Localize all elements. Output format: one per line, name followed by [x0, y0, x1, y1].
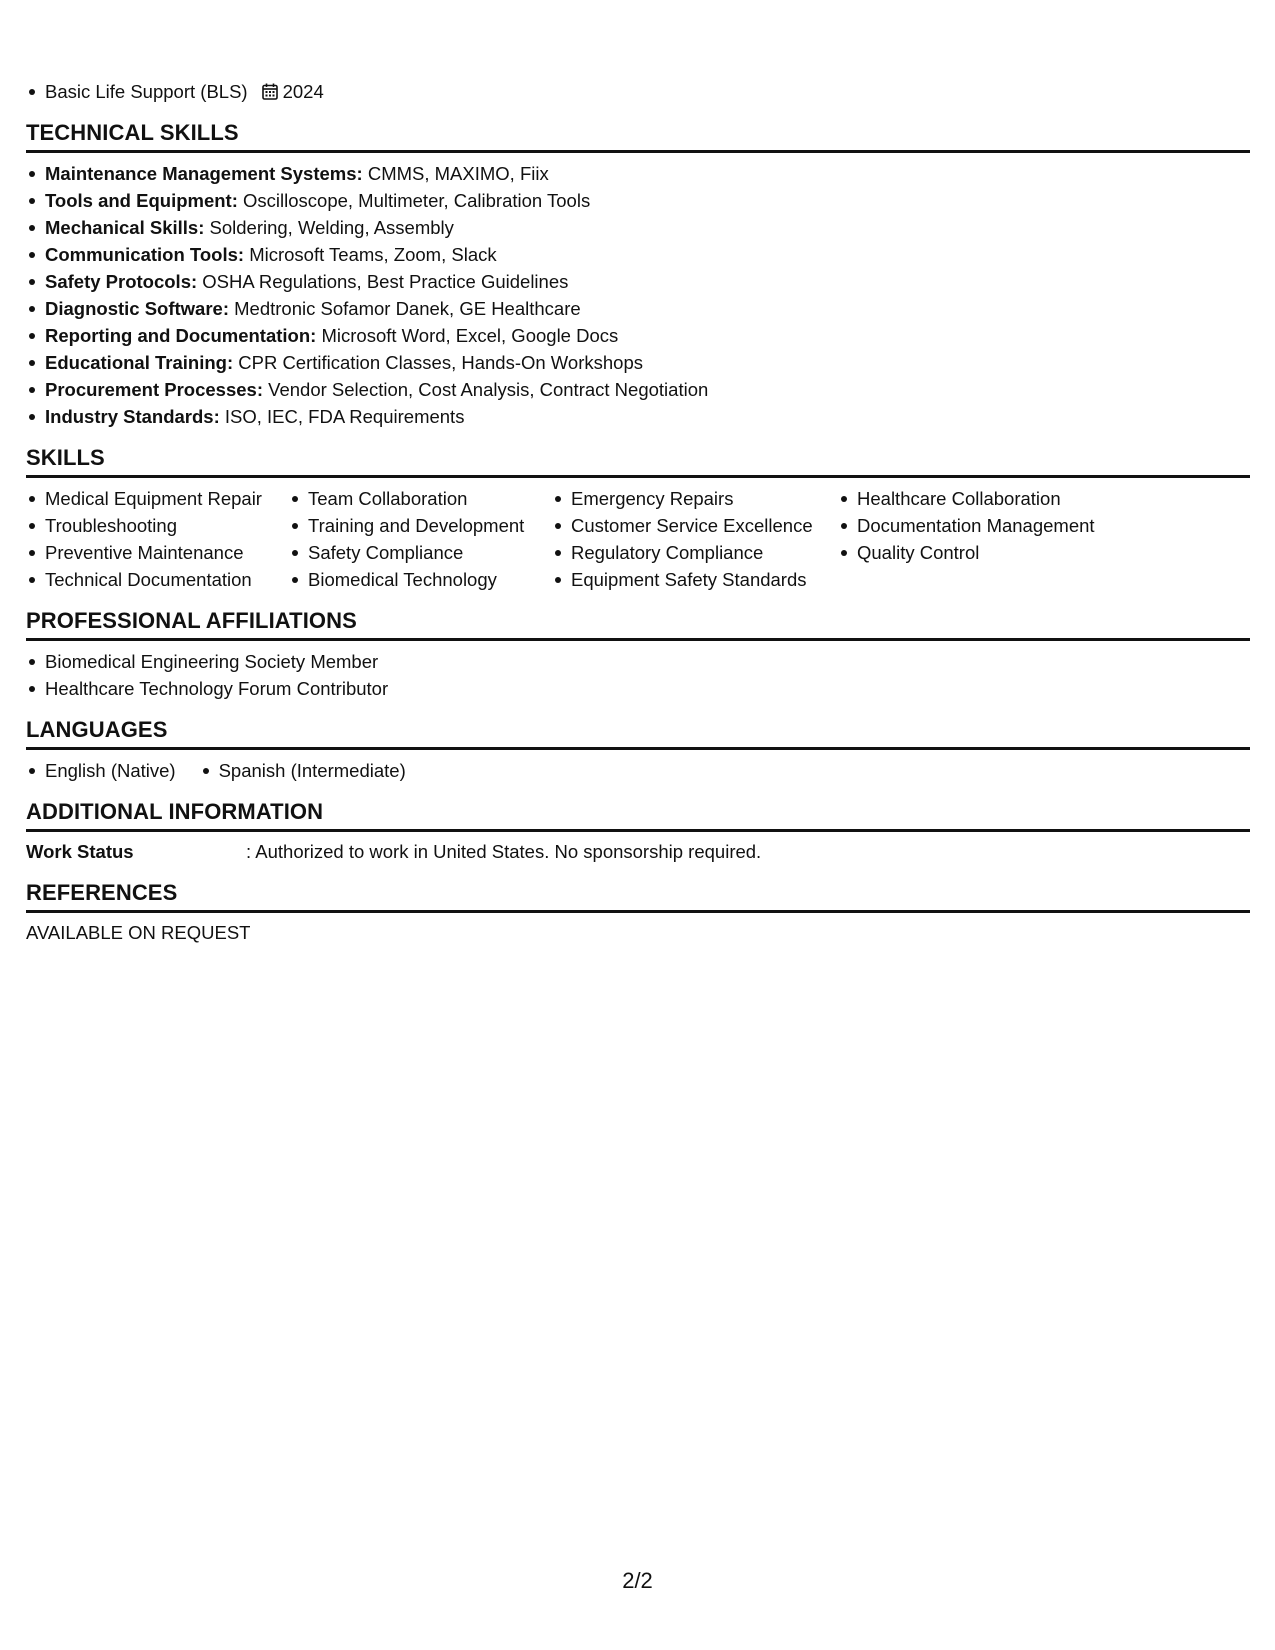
technical-skill-item	[45, 349, 1250, 376]
page-number: 2/2	[622, 1568, 653, 1593]
language-item: English (Native)	[45, 757, 176, 784]
skills-column	[45, 485, 308, 593]
certifications-list	[26, 78, 1250, 105]
technical-skill-item	[45, 322, 1250, 349]
additional-info-section	[26, 799, 1250, 865]
languages-heading: LANGUAGES	[26, 717, 1250, 750]
work-status-value: : Authorized to work in United States. No sponsorship required.	[246, 841, 762, 862]
technical-skill-value: Medtronic Sofamor Danek, GE Healthcare	[234, 298, 581, 319]
certification-item	[45, 78, 1250, 105]
languages-section	[26, 717, 1250, 784]
technical-skill-label: Industry Standards:	[45, 406, 220, 427]
skill-item: Preventive Maintenance	[45, 539, 308, 566]
technical-skill-item	[45, 241, 1250, 268]
skills-grid	[26, 485, 1250, 593]
technical-skills-list	[26, 160, 1250, 430]
affiliations-heading: PROFESSIONAL AFFILIATIONS	[26, 608, 1250, 641]
skills-column	[571, 485, 857, 593]
skill-item: Customer Service Excellence	[571, 512, 857, 539]
technical-skill-value: Microsoft Word, Excel, Google Docs	[321, 325, 619, 346]
technical-skills-section	[26, 120, 1250, 430]
technical-skill-label: Tools and Equipment:	[45, 190, 238, 211]
skill-item: Biomedical Technology	[308, 566, 571, 593]
technical-skill-item	[45, 376, 1250, 403]
affiliations-section	[26, 608, 1250, 702]
languages-list	[26, 757, 1250, 784]
skill-item: Technical Documentation	[45, 566, 308, 593]
technical-skill-value: CPR Certification Classes, Hands-On Workshops	[238, 352, 643, 373]
skill-item: Team Collaboration	[308, 485, 571, 512]
technical-skill-label: Reporting and Documentation:	[45, 325, 317, 346]
skill-item: Safety Compliance	[308, 539, 571, 566]
technical-skill-label: Procurement Processes:	[45, 379, 263, 400]
technical-skill-item	[45, 187, 1250, 214]
affiliation-item: Biomedical Engineering Society Member	[45, 648, 1250, 675]
technical-skill-value: Microsoft Teams, Zoom, Slack	[249, 244, 497, 265]
skill-item: Documentation Management	[857, 512, 1157, 539]
certification-name: Basic Life Support (BLS)	[45, 81, 248, 102]
technical-skill-value: Vendor Selection, Cost Analysis, Contract Negotiation	[268, 379, 709, 400]
skills-column	[308, 485, 571, 593]
technical-skill-label: Diagnostic Software:	[45, 298, 229, 319]
technical-skill-item	[45, 403, 1250, 430]
technical-skill-value: Soldering, Welding, Assembly	[209, 217, 454, 238]
work-status-row	[26, 839, 1250, 865]
skill-item: Troubleshooting	[45, 512, 308, 539]
technical-skill-value: CMMS, MAXIMO, Fiix	[367, 163, 549, 184]
technical-skill-label: Safety Protocols:	[45, 271, 198, 292]
references-section	[26, 880, 1250, 946]
technical-skill-label: Mechanical Skills:	[45, 217, 205, 238]
technical-skill-item	[45, 268, 1250, 295]
skill-item: Healthcare Collaboration	[857, 485, 1157, 512]
certification-date	[262, 78, 324, 105]
technical-skill-label: Educational Training:	[45, 352, 234, 373]
skills-heading: SKILLS	[26, 445, 1250, 478]
technical-skill-label: Maintenance Management Systems:	[45, 163, 363, 184]
technical-skill-label: Communication Tools:	[45, 244, 245, 265]
skills-column	[857, 485, 1157, 593]
technical-skill-item	[45, 295, 1250, 322]
skill-item: Medical Equipment Repair	[45, 485, 308, 512]
calendar-icon	[262, 83, 278, 100]
technical-skill-item	[45, 214, 1250, 241]
resume-page	[26, 78, 1250, 946]
technical-skill-item	[45, 160, 1250, 187]
skill-item: Emergency Repairs	[571, 485, 857, 512]
technical-skill-value: OSHA Regulations, Best Practice Guidelines	[202, 271, 569, 292]
additional-info-heading: ADDITIONAL INFORMATION	[26, 799, 1250, 832]
skills-section	[26, 445, 1250, 593]
references-text: AVAILABLE ON REQUEST	[26, 922, 251, 943]
work-status-label: Work Status	[26, 841, 134, 862]
affiliations-list	[26, 648, 1250, 702]
skill-item: Training and Development	[308, 512, 571, 539]
language-item: Spanish (Intermediate)	[219, 757, 406, 784]
skill-item: Regulatory Compliance	[571, 539, 857, 566]
technical-skill-value: Oscilloscope, Multimeter, Calibration Tools	[243, 190, 591, 211]
skill-item: Equipment Safety Standards	[571, 566, 857, 593]
references-heading: REFERENCES	[26, 880, 1250, 913]
technical-skills-heading: TECHNICAL SKILLS	[26, 120, 1250, 153]
skill-item: Quality Control	[857, 539, 1157, 566]
certification-year: 2024	[282, 81, 324, 102]
technical-skill-value: ISO, IEC, FDA Requirements	[224, 406, 465, 427]
affiliation-item: Healthcare Technology Forum Contributor	[45, 675, 1250, 702]
